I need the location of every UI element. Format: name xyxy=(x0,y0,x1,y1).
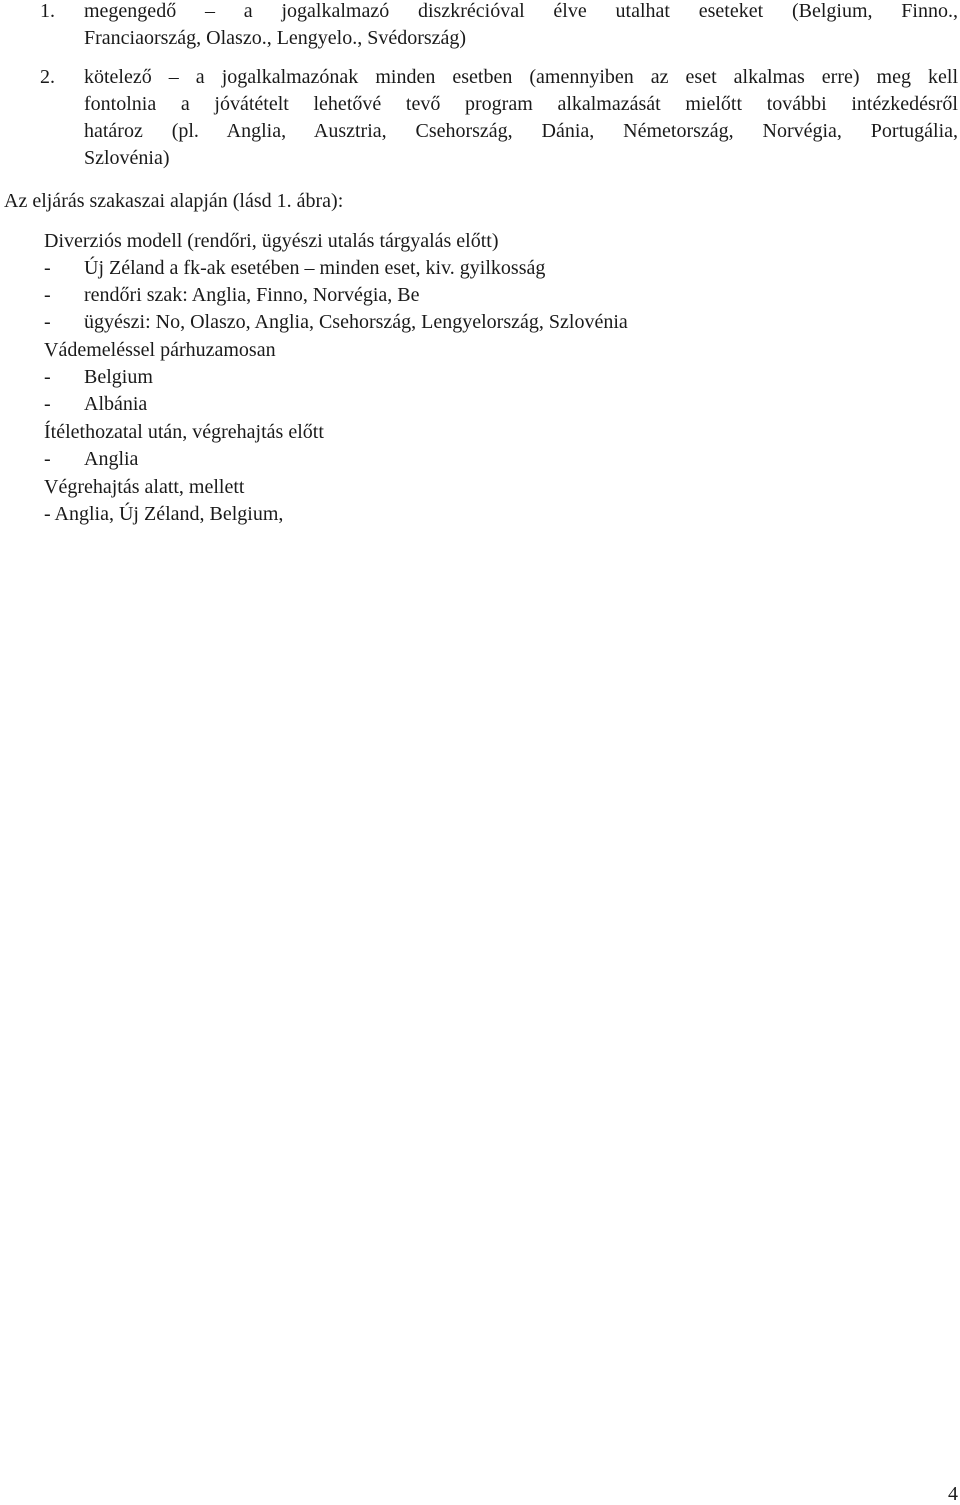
text-line: határoz (pl. Anglia, Ausztria, Csehország, Dánia, Németország, Norvégia, Portugália, xyxy=(84,120,958,142)
list-item xyxy=(44,391,147,418)
dash: - xyxy=(44,393,51,415)
section-heading: Ítélethozatal után, végrehajtás előtt xyxy=(44,421,324,443)
list-item xyxy=(44,255,545,282)
page-number: 4 xyxy=(948,1483,958,1505)
list-item xyxy=(44,309,628,336)
list-item-text: rendőri szak: Anglia, Finno, Norvégia, Be xyxy=(84,284,420,306)
text-line: Szlovénia) xyxy=(84,147,170,169)
item-number: 2. xyxy=(40,66,55,88)
text-line: Franciaország, Olaszo., Lengyelo., Svédország) xyxy=(84,27,467,49)
list-item-text: Új Zéland a fk-ak esetében – minden eset, kiv. gyilkosság xyxy=(84,257,546,279)
intro-line: Az eljárás szakaszai alapján (lásd 1. ábra): xyxy=(4,190,344,212)
list-item-text: Anglia xyxy=(84,448,139,470)
list-item xyxy=(44,446,138,473)
section-heading: Végrehajtás alatt, mellett xyxy=(44,476,245,498)
dash: - xyxy=(44,257,51,279)
final-line: - Anglia, Új Zéland, Belgium, xyxy=(44,503,284,525)
dash: - xyxy=(44,311,51,333)
text-line: fontolnia a jóvátételt lehetővé tevő program alkalmazását mielőtt további intézkedésről xyxy=(84,93,958,115)
dash: - xyxy=(44,284,51,306)
list-item-text: Belgium xyxy=(84,366,153,388)
item-text xyxy=(84,0,958,52)
text-line: kötelező – a jogalkalmazónak minden esetben (amennyiben az eset alkalmas erre) meg kell xyxy=(84,66,958,88)
list-item-text: Albánia xyxy=(84,393,148,415)
text-line: megengedő – a jogalkalmazó diszkrécióval élve utalhat eseteket (Belgium, Finno., xyxy=(84,0,958,22)
item-number: 1. xyxy=(40,0,55,22)
list-item xyxy=(44,282,420,309)
dash: - xyxy=(44,448,51,470)
dash: - xyxy=(44,366,51,388)
list-item xyxy=(44,364,153,391)
item-text xyxy=(84,64,958,172)
section-heading: Vádemeléssel párhuzamosan xyxy=(44,339,276,361)
section-heading: Diverziós modell (rendőri, ügyészi utalás tárgyalás előtt) xyxy=(44,230,499,252)
list-item-text: ügyészi: No, Olaszo, Anglia, Csehország, Lengyelország, Szlovénia xyxy=(84,311,628,333)
